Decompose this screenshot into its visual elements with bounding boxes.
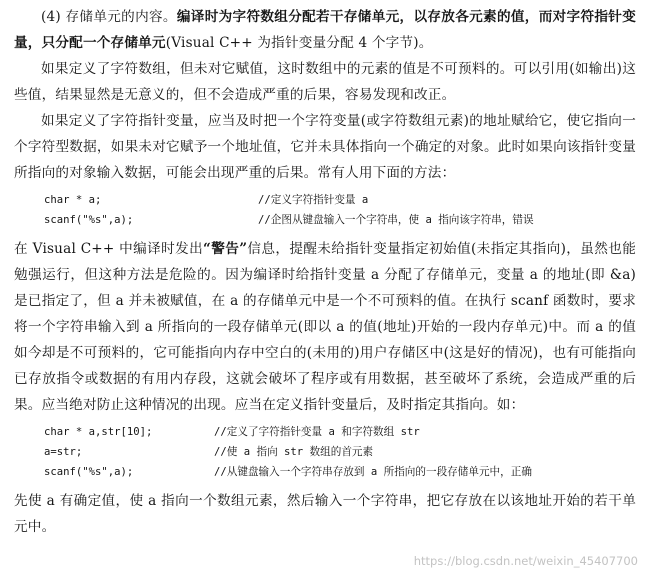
item-number: (4) — [41, 9, 61, 25]
code-line — [44, 190, 636, 210]
warning-keyword: “警告” — [203, 241, 248, 257]
warning-text-2: 信息，提醒未给指针变量指定初始值(未指定其指向)，虽然也能勉强运行，但这种方法是危险的。因为编译时给指针变量 a 分配了存储单元，变量 a 的地址(即 &a)是已指定了，但 a 并未被赋值，在 a 的存储单元中是一个不可预料的值。在执行 scanf 函数时，要求将一个字符串输入到 a 所指向的一段存储单元(即以 a 的值(地址)开始的一段内存单元)中。而 a 的值如今却是不可预料的，它可能指向内存中空白的(未用的)用户存储区中(这是好的情况)，也有可能指向已存放指令或数据的有用内存段，这就会破坏了程序或有用数据，甚至破坏了系统，会造成严重的后果。应当绝对防止这种情况的出现。应当在定义指针变量后，及时指定其指向。如： — [14, 241, 636, 413]
code-statement: scanf("%s",a); — [44, 466, 134, 478]
item-bold-statement: 编译时为字符数组分配若干存储单元，以存放各元素的值，而对字符指针变量，只分配一个存储单元 — [14, 9, 636, 51]
code-line — [44, 210, 636, 230]
code-line — [44, 422, 636, 442]
code-statement: a=str; — [44, 446, 83, 458]
code-comment: //定义了字符指针变量 a 和字符数组 str — [214, 426, 420, 438]
code-comment: //企图从键盘输入一个字符串，使 a 指向该字符串，错误 — [258, 214, 534, 226]
code-block-correct — [14, 422, 636, 482]
code-line — [44, 442, 636, 462]
code-comment: //定义字符指针变量 a — [258, 194, 369, 206]
code-comment: //从键盘输入一个字符串存放到 a 所指向的一段存储单元中，正确 — [214, 466, 532, 478]
item-heading: 存储单元的内容。 — [65, 9, 177, 25]
watermark-url: https://blog.csdn.net/weixin_45407700 — [413, 554, 638, 568]
paragraph-char-pointer: 如果定义了字符指针变量，应当及时把一个字符变量(或字符数组元素)的地址赋给它，使它指向一个字符型数据，如果未对它赋予一个地址值，它并未具体指向一个确定的对象。此时如果向该指针变量所指向的对象输入数据，可能会出现严重的后果。常有人用下面的方法： — [14, 113, 636, 181]
paragraph-conclusion: 先使 a 有确定值，使 a 指向一个数组元素，然后输入一个字符串，把它存放在以该地址开始的若干单元中。 — [14, 493, 636, 535]
paragraph-char-array: 如果定义了字符数组，但未对它赋值，这时数组中的元素的值是不可预料的。可以引用(如输出)这些值，结果显然是无意义的，但不会造成严重的后果，容易发现和改正。 — [14, 61, 636, 103]
paragraph-warning-explanation — [14, 236, 636, 418]
warning-text-1: 在 Visual C++ 中编译时发出 — [14, 241, 204, 257]
item-tail: (Visual C++ 为指针变量分配 4 个字节)。 — [165, 35, 433, 51]
code-statement: scanf("%s",a); — [44, 214, 134, 226]
code-statement: char * a,str[10]; — [44, 426, 153, 438]
code-comment: //使 a 指向 str 数组的首元素 — [214, 446, 374, 458]
code-block-wrong — [14, 190, 636, 230]
code-statement: char * a; — [44, 194, 102, 206]
code-line — [44, 462, 636, 482]
section-point-4 — [14, 4, 636, 56]
